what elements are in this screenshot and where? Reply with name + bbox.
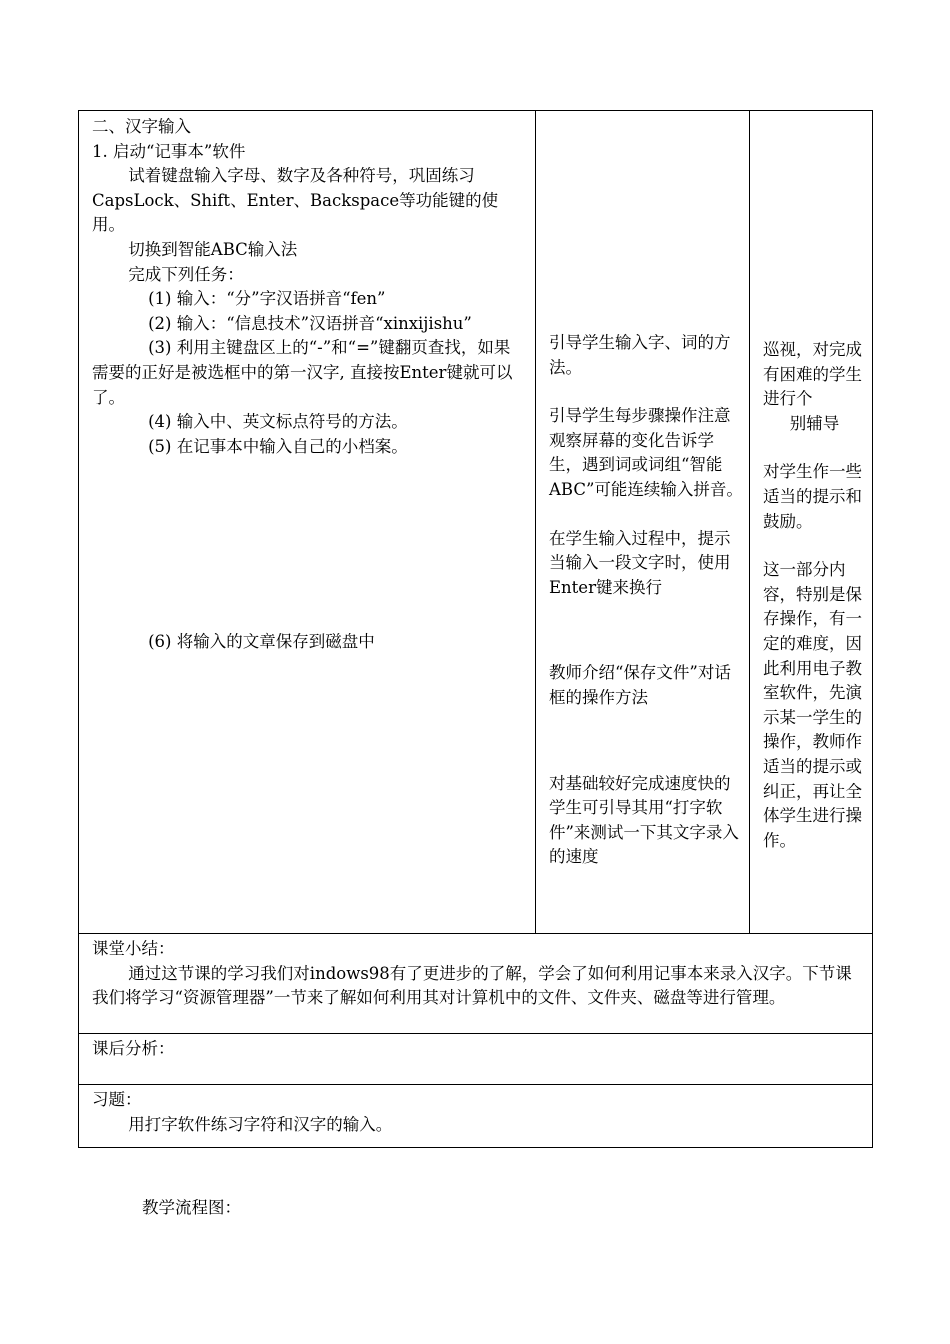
exercise-label: 习题： bbox=[92, 1090, 142, 1109]
task-1: (1) 输入：“分”字汉语拼音“fen” bbox=[148, 289, 386, 309]
teacher-activity-cell bbox=[536, 111, 750, 934]
summary-label: 课堂小结： bbox=[92, 939, 175, 958]
teacher-guide-3: 在学生输入过程中，提示当输入一段文字时，使用Enter键来换行 bbox=[549, 528, 731, 597]
teacher-guide-2: 引导学生每步骤操作注意观察屏幕的变化告诉学生，遇到词或词组“智能ABC”可能连续输入拼音。 bbox=[549, 406, 743, 499]
analysis-label: 课后分析： bbox=[92, 1039, 175, 1058]
task-6: (6) 将输入的文章保存到磁盘中 bbox=[148, 632, 375, 652]
paragraph-switch-ime: 切换到智能ABC输入法 bbox=[128, 239, 298, 259]
content-cell bbox=[79, 111, 536, 934]
task-2: (2) 输入：“信息技术”汉语拼音“xinxijishu” bbox=[148, 313, 472, 333]
analysis-row bbox=[79, 1034, 873, 1085]
lesson-content-row bbox=[79, 111, 873, 934]
task-3: (3) 利用主键盘区上的“-”和“=”键翻页查找，如果需要的正好是被选框中的第一汉字, 直接按Enter键就可以了。 bbox=[92, 338, 513, 407]
paragraph-task-intro: 完成下列任务： bbox=[128, 264, 244, 284]
step-1: 1. 启动“记事本”软件 bbox=[92, 141, 246, 161]
exercise-row bbox=[79, 1085, 873, 1148]
teacher-guide-4: 教师介绍“保存文件”对话框的操作方法 bbox=[549, 663, 731, 707]
summary-text: 通过这节课的学习我们对indows98有了更进步的了解，学会了如何利用记事本来录入汉字。下节课我们将学习“资源管理器”一节来了解如何利用其对计算机中的文件、文件夹、磁盘等进行管理。 bbox=[92, 963, 852, 1008]
lesson-plan-table bbox=[78, 110, 873, 1148]
task-5: (5) 在记事本中输入自己的小档案。 bbox=[148, 436, 408, 456]
student-activity-1-cont: 别辅导 bbox=[789, 413, 840, 433]
flowchart-label: 教学流程图： bbox=[142, 1198, 241, 1217]
analysis-cell bbox=[79, 1034, 873, 1085]
task-4: (4) 输入中、英文标点符号的方法。 bbox=[148, 412, 408, 432]
exercise-cell bbox=[79, 1085, 873, 1148]
student-activity-3: 这一部分内容，特别是保存操作，有一定的难度，因此利用电子教室软件，先演示某一学生的操作，教师作适当的提示或纠正，再让全体学生进行操作。 bbox=[763, 560, 862, 850]
paragraph-keyboard-practice: 试着键盘输入字母、数字及各种符号，巩固练习CapsLock、Shift、Enter、Backspace等功能键的使用。 bbox=[92, 166, 499, 235]
teacher-guide-1: 引导学生输入字、词的方法。 bbox=[549, 333, 731, 377]
summary-row bbox=[79, 934, 873, 1034]
section-title: 二、汉字输入 bbox=[92, 117, 191, 136]
teacher-guide-5: 对基础较好完成速度快的学生可引导其用“打字软件”来测试一下其文字录入的速度 bbox=[549, 773, 739, 867]
exercise-text: 用打字软件练习字符和汉字的输入。 bbox=[128, 1114, 393, 1134]
summary-cell bbox=[79, 934, 873, 1034]
student-activity-cell bbox=[750, 111, 873, 934]
student-activity-2: 对学生作一些适当的提示和鼓励。 bbox=[763, 462, 862, 531]
student-activity-1: 巡视，对完成有困难的学生进行个 bbox=[763, 340, 862, 409]
